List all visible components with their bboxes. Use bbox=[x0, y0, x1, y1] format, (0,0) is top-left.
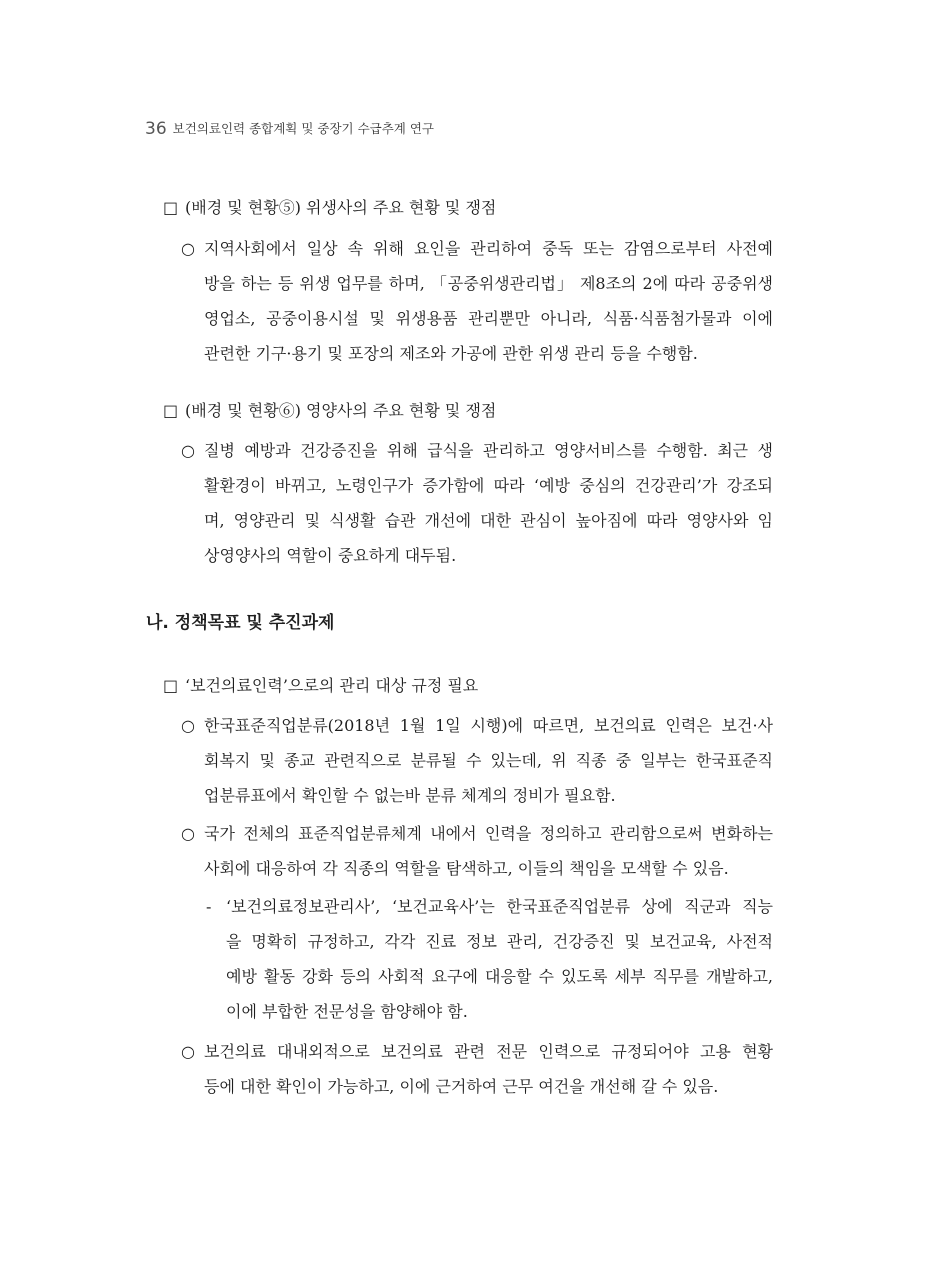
paragraph-line: 질병 예방과 건강증진을 위해 급식을 관리하고 영양서비스를 수행함. 최근 생 bbox=[204, 441, 773, 460]
bullet-paragraph-sanitarian bbox=[181, 231, 773, 371]
paragraph-line: 며, 영양관리 및 식생활 습관 개선에 대한 관심이 높아짐에 따라 영양사와 임 bbox=[204, 511, 773, 530]
paragraph-line: 활환경이 바뀌고, 노령인구가 증가함에 따라 ‘예방 중심의 건강관리’가 강조되 bbox=[204, 476, 773, 495]
paragraph-line: 방을 하는 등 위생 업무를 하며, 「공중위생관리법」 제8조의 2에 따라 공중위생 bbox=[204, 274, 773, 293]
bullet-paragraph-national-system bbox=[181, 816, 773, 886]
heading-text: (배경 및 현황⑥) 영양사의 주요 현황 및 쟁점 bbox=[185, 401, 497, 420]
paragraph-line: 회복지 및 종교 관련직으로 분류될 수 있는데, 위 직종 중 일부는 한국표준직 bbox=[204, 751, 773, 770]
square-bullet-icon: □ bbox=[163, 401, 179, 420]
paragraph-line: 예방 활동 강화 등의 사회적 요구에 대응할 수 있도록 세부 직무를 개발하고, bbox=[226, 967, 773, 986]
running-header bbox=[145, 119, 434, 139]
circle-bullet-icon: ○ bbox=[181, 824, 195, 843]
document-title: 보건의료인력 종합계획 및 중장기 수급추계 연구 bbox=[172, 121, 435, 136]
heading-text: (배경 및 현황⑤) 위생사의 주요 현황 및 쟁점 bbox=[185, 198, 497, 217]
bullet-paragraph-kscop bbox=[181, 708, 773, 813]
circle-bullet-icon: ○ bbox=[181, 441, 195, 460]
paragraph-line: 영업소, 공중이용시설 및 위생용품 관리뿐만 아니라, 식품·식품첨가물과 이에 bbox=[204, 309, 773, 328]
heading-text: ‘보건의료인력’으로의 관리 대상 규정 필요 bbox=[185, 676, 479, 695]
dash-paragraph-new-occupations bbox=[206, 889, 773, 1029]
dash-bullet-icon: - bbox=[206, 897, 212, 916]
paragraph-line: 업분류표에서 확인할 수 없는바 분류 체계의 정비가 필요함. bbox=[204, 786, 616, 805]
paragraph-line: 국가 전체의 표준직업분류체계 내에서 인력을 정의하고 관리함으로써 변화하는 bbox=[204, 824, 773, 843]
paragraph-line: ‘보건의료정보관리사’, ‘보건교육사’는 한국표준직업분류 상에 직군과 직능 bbox=[226, 897, 773, 916]
paragraph-line: 사회에 대응하여 각 직종의 역할을 탐색하고, 이들의 책임을 모색할 수 있음. bbox=[204, 859, 729, 878]
bullet-paragraph-dietitian bbox=[181, 433, 773, 573]
paragraph-line: 상영양사의 역할이 중요하게 대두됨. bbox=[204, 546, 457, 565]
paragraph-line: 보건의료 대내외적으로 보건의료 관련 전문 인력으로 규정되어야 고용 현황 bbox=[204, 1042, 773, 1061]
circle-bullet-icon: ○ bbox=[181, 239, 195, 258]
section-heading-dietitian bbox=[163, 393, 496, 428]
paragraph-line: 관련한 기구·용기 및 포장의 제조와 가공에 관한 위생 관리 등을 수행함. bbox=[204, 344, 698, 363]
page-number: 36 bbox=[145, 119, 167, 139]
paragraph-line: 이에 부합한 전문성을 함양해야 함. bbox=[226, 1002, 468, 1021]
square-bullet-icon: □ bbox=[163, 198, 179, 217]
paragraph-line: 을 명확히 규정하고, 각각 진료 정보 관리, 건강증진 및 보건교육, 사전적 bbox=[226, 932, 773, 951]
square-bullet-icon: □ bbox=[163, 676, 179, 695]
paragraph-line: 한국표준직업분류(2018년 1월 1일 시행)에 따르면, 보건의료 인력은 보건·사 bbox=[204, 716, 773, 735]
bullet-paragraph-employment bbox=[181, 1034, 773, 1104]
paragraph-line: 지역사회에서 일상 속 위해 요인을 관리하여 중독 또는 감염으로부터 사전예 bbox=[204, 239, 773, 258]
circle-bullet-icon: ○ bbox=[181, 716, 195, 735]
paragraph-line: 등에 대한 확인이 가능하고, 이에 근거하여 근무 여건을 개선해 갈 수 있음. bbox=[204, 1077, 719, 1096]
section-heading-classification bbox=[163, 668, 478, 703]
section-heading-sanitarian bbox=[163, 190, 496, 225]
circle-bullet-icon: ○ bbox=[181, 1042, 195, 1061]
subsection-title: 나. 정책목표 및 추진과제 bbox=[146, 613, 335, 633]
